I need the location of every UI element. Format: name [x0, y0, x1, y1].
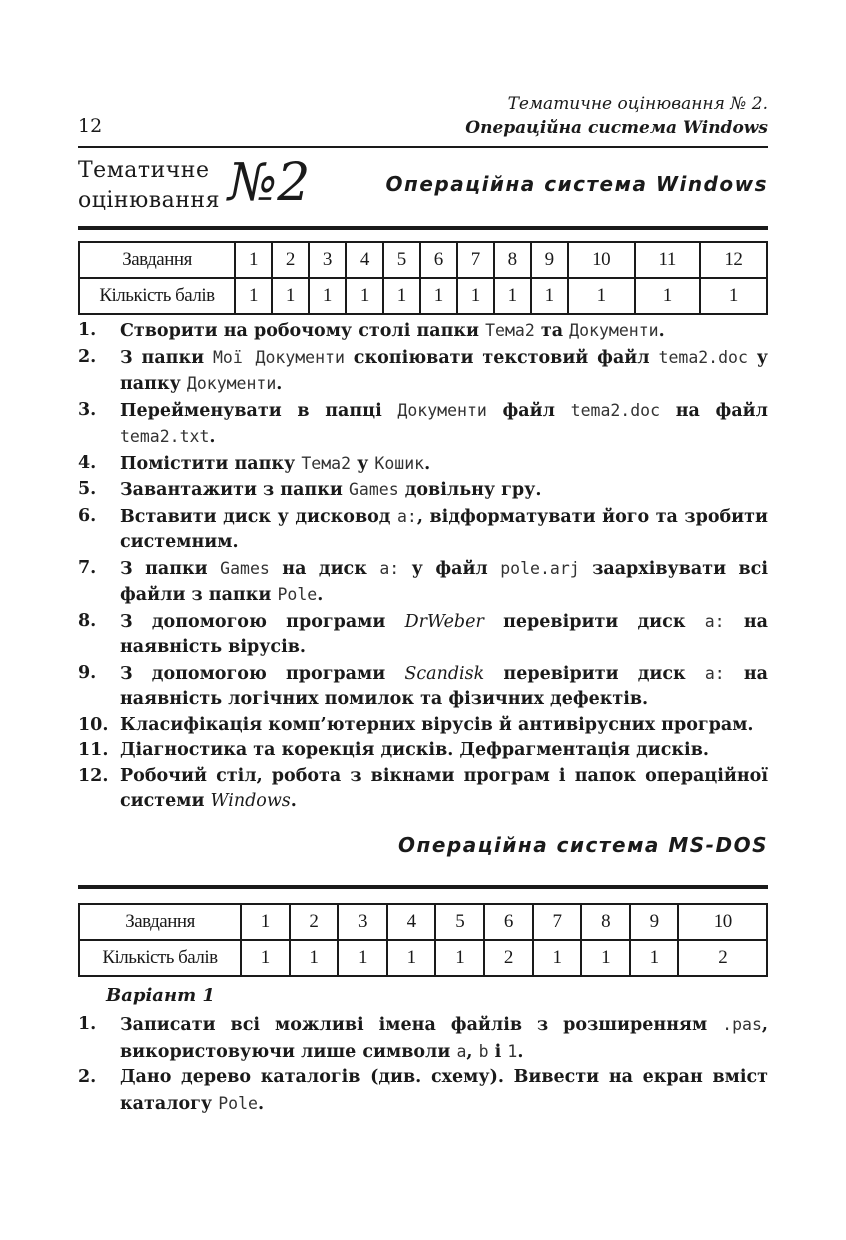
file-path-text: tema2.doc — [658, 347, 748, 367]
task-text: у папку — [120, 347, 769, 394]
task-number-cell: 1 — [235, 242, 272, 278]
task-row-label: Завдання — [79, 242, 235, 278]
points-cell: 1 — [635, 278, 700, 314]
program-name-text: Windows — [210, 791, 291, 811]
task-text: . — [276, 374, 283, 394]
running-title-line-1: Тематичне оцінювання № 2. — [507, 94, 768, 114]
task-number-cell: 4 — [387, 904, 436, 940]
task-item — [78, 477, 768, 504]
section-2-rule — [78, 885, 768, 889]
task-text: скопіювати текстовий файл — [344, 347, 659, 368]
file-path-text: a: — [704, 663, 725, 683]
task-item-number: 11. — [78, 740, 109, 760]
section-1-task-list — [78, 318, 768, 815]
task-item — [78, 451, 768, 478]
task-number-cell: 2 — [272, 242, 309, 278]
task-item-number: 2. — [78, 1067, 97, 1087]
page — [78, 0, 768, 1240]
task-text: . — [424, 453, 431, 474]
task-row-label: Завдання — [79, 904, 241, 940]
task-number-cell: 3 — [309, 242, 346, 278]
points-cell: 1 — [494, 278, 531, 314]
task-text: та — [534, 321, 570, 341]
task-item — [78, 504, 768, 556]
task-number-cell: 7 — [457, 242, 494, 278]
task-text: на наявність вірусів. — [120, 611, 768, 657]
task-text: . — [257, 1093, 265, 1114]
task-text: перевірити диск — [483, 611, 705, 632]
task-number-cell: 2 — [290, 904, 339, 940]
points-cell: 1 — [630, 940, 679, 976]
task-item-number: 3. — [78, 399, 97, 420]
section-1-score-table — [78, 241, 768, 315]
task-text: , — [466, 1041, 479, 1062]
file-path-text: .pas — [722, 1015, 762, 1034]
task-item-number: 6. — [78, 505, 97, 526]
task-number-cell: 8 — [494, 242, 531, 278]
file-path-text: Games — [220, 558, 270, 578]
section-2-score-table — [78, 903, 768, 977]
points-cell: 1 — [387, 940, 436, 976]
task-item — [78, 345, 768, 398]
assessment-label-line-1: Тематичне — [78, 158, 210, 183]
task-number-cell: 7 — [533, 904, 582, 940]
task-item — [78, 713, 768, 739]
task-text: Перейменувати в папці — [120, 400, 398, 421]
points-cell: 1 — [338, 940, 387, 976]
task-number-cell: 5 — [383, 242, 420, 278]
task-number-row — [79, 242, 767, 278]
task-text: у файл — [399, 558, 501, 579]
task-text: . — [658, 321, 665, 341]
file-path-text: Документи — [569, 321, 659, 340]
program-name-text: Scandisk — [404, 663, 485, 684]
file-path-text: a: — [704, 611, 725, 631]
points-cell: 1 — [531, 278, 568, 314]
points-cell: 2 — [678, 940, 767, 976]
file-path-text: Документи — [397, 400, 487, 420]
task-text: заархівувати всі файли з папки — [120, 558, 768, 605]
task-text: З допомогою програми — [120, 611, 405, 632]
task-number-cell: 6 — [484, 904, 533, 940]
task-item-number: 12. — [78, 765, 109, 786]
points-cell: 1 — [568, 278, 635, 314]
task-text: Створити на робочому столі папки — [120, 321, 486, 341]
task-number-cell: 1 — [241, 904, 290, 940]
file-path-text: tema2.doc — [570, 400, 661, 420]
task-text: , відформатувати його та зробити системним. — [120, 506, 768, 552]
assessment-number: №2 — [228, 153, 311, 213]
file-path-text: Тема2 — [485, 321, 535, 340]
points-cell: 1 — [420, 278, 457, 314]
file-path-text: Pole — [218, 1093, 258, 1113]
task-item-number: 8. — [78, 610, 97, 631]
task-text: , використовуючи лише символи — [120, 1015, 768, 1062]
assessment-label-line-2: оцінювання — [78, 188, 220, 213]
task-item — [78, 556, 768, 609]
task-text: файл — [486, 400, 571, 421]
task-number-cell: 10 — [568, 242, 635, 278]
running-title — [465, 92, 768, 140]
points-row-label: Кількість балів — [79, 278, 235, 314]
task-text: Класифікація комп’ютерних вірусів й антивірусних програм. — [120, 714, 754, 735]
task-item — [78, 398, 768, 451]
points-cell: 1 — [290, 940, 339, 976]
file-path-text: Games — [348, 480, 399, 499]
section-2-task-list — [78, 1012, 768, 1117]
task-number-cell: 11 — [635, 242, 700, 278]
points-cell: 1 — [241, 940, 290, 976]
file-path-text: a: — [397, 506, 417, 526]
task-number-cell: 9 — [630, 904, 679, 940]
task-item-number: 2. — [78, 346, 97, 367]
file-path-text: tema2.txt — [120, 427, 210, 446]
task-text: . — [517, 1041, 524, 1062]
task-number-cell: 4 — [346, 242, 383, 278]
file-path-text: Мої Документи — [212, 347, 345, 367]
task-text: Робочий стіл, робота з вікнами програм і папок операційної системи — [120, 765, 768, 811]
task-number-cell: 5 — [435, 904, 484, 940]
task-number-cell: 8 — [581, 904, 630, 940]
task-text: і — [488, 1041, 508, 1062]
task-text: Вставити диск у дисковод — [120, 506, 397, 527]
section-1-heading — [78, 153, 768, 222]
page-number: 12 — [78, 115, 103, 137]
task-item — [78, 318, 768, 345]
variant-heading: Варіант 1 — [106, 985, 215, 1006]
points-cell: 1 — [272, 278, 309, 314]
task-text: . — [209, 427, 216, 447]
task-item — [78, 1012, 768, 1065]
task-item-number: 9. — [78, 662, 97, 683]
points-cell: 1 — [533, 940, 582, 976]
task-text: довільну гру. — [398, 480, 542, 500]
task-item-number: 1. — [78, 320, 97, 340]
task-item-number: 4. — [78, 452, 97, 473]
file-path-text: b — [478, 1041, 489, 1061]
file-path-text: Кошик — [374, 453, 425, 473]
task-text: Записати всі можливі імена файлів з розширенням — [120, 1015, 723, 1035]
task-number-cell: 6 — [420, 242, 457, 278]
task-text: Помістити папку — [120, 453, 302, 474]
file-path-text: 1 — [507, 1041, 518, 1061]
points-cell: 1 — [700, 278, 767, 314]
task-item — [78, 1065, 768, 1117]
points-cell: 1 — [435, 940, 484, 976]
task-number-cell: 3 — [338, 904, 387, 940]
running-title-line-2: Операційна система Windows — [465, 118, 768, 138]
points-row — [79, 278, 767, 314]
program-name-text: DrWeber — [404, 611, 484, 632]
task-item-number: 7. — [78, 557, 97, 578]
file-path-text: Тема2 — [301, 453, 352, 473]
points-cell: 2 — [484, 940, 533, 976]
task-text: Завантажити з папки — [120, 480, 349, 500]
assessment-label — [78, 156, 220, 216]
task-item-number: 5. — [78, 479, 97, 499]
task-text: на диск — [269, 558, 380, 579]
header-rule — [78, 146, 768, 148]
section-2-title: Операційна система MS-DOS — [398, 833, 768, 857]
section-1-rule — [78, 226, 768, 230]
task-text: на наявність логічних помилок та фізичних дефектів. — [120, 663, 768, 709]
task-text: перевірити диск — [484, 663, 705, 684]
task-text: З допомогою програми — [120, 663, 405, 684]
task-item — [78, 764, 768, 815]
task-item-number: 10. — [78, 714, 109, 735]
points-cell: 1 — [309, 278, 346, 314]
file-path-text: Pole — [277, 585, 318, 604]
task-text: . — [317, 585, 324, 605]
points-row — [79, 940, 767, 976]
task-text: у — [351, 453, 375, 474]
task-item — [78, 661, 768, 713]
points-cell: 1 — [235, 278, 272, 314]
points-cell: 1 — [383, 278, 420, 314]
task-item — [78, 609, 768, 661]
file-path-text: Документи — [186, 374, 277, 393]
section-1-title: Операційна система Windows — [385, 172, 768, 196]
points-cell: 1 — [457, 278, 494, 314]
task-text: . — [290, 791, 297, 811]
task-number-cell: 9 — [531, 242, 568, 278]
task-text: на файл — [660, 400, 768, 421]
points-cell: 1 — [346, 278, 383, 314]
points-cell: 1 — [581, 940, 630, 976]
task-text: З папки — [120, 558, 221, 579]
task-item-number: 1. — [78, 1014, 97, 1034]
points-row-label: Кількість балів — [79, 940, 241, 976]
task-number-cell: 10 — [678, 904, 767, 940]
file-path-text: a — [456, 1041, 467, 1061]
task-number-cell: 12 — [700, 242, 767, 278]
running-header — [78, 92, 768, 142]
task-number-row — [79, 904, 767, 940]
file-path-text: a: — [379, 558, 400, 578]
file-path-text: pole.arj — [500, 558, 580, 578]
task-item — [78, 738, 768, 764]
task-text: Діагностика та корекція дисків. Дефрагментація дисків. — [120, 740, 709, 760]
task-text: Дано дерево каталогів (див. схему). Вивести на екран вміст каталогу — [120, 1067, 768, 1114]
task-text: З папки — [120, 347, 213, 368]
